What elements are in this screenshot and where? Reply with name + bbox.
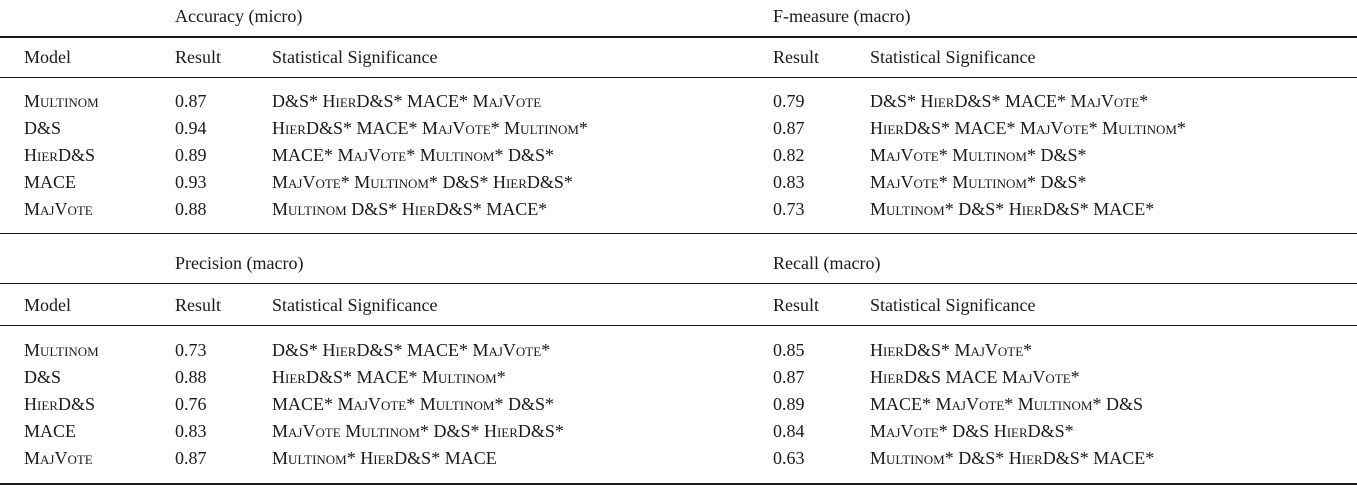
column-header-significance: Statistical Significance [272,47,438,67]
row-significance: MajVote* D&S HierD&S* [870,421,1074,441]
row-result: 0.87 [773,118,805,138]
metric-heading-accuracy: Accuracy (micro) [175,6,303,26]
row-model: D&S [24,118,62,138]
bottom-rule [0,483,1357,485]
row-significance: MajVote* Multinom* D&S* [870,145,1087,165]
column-header-result: Result [773,47,820,67]
metric-heading-fmeasure: F-measure (macro) [773,6,911,26]
row-result: 0.73 [773,199,805,219]
column-header-significance: Statistical Significance [870,295,1036,315]
header-rule [0,77,1357,78]
row-result: 0.87 [773,367,805,387]
row-result: 0.87 [175,448,207,468]
row-result: 0.89 [175,145,207,165]
row-result: 0.89 [773,394,805,414]
row-significance: MACE* MajVote* Multinom* D&S* [272,394,554,414]
column-header-result: Result [175,47,222,67]
top-rule [0,36,1357,38]
row-model: Multinom [24,340,99,360]
row-significance: D&S* HierD&S* MACE* MajVote [272,91,542,111]
row-result: 0.83 [773,172,805,192]
row-result: 0.88 [175,367,207,387]
row-model: HierD&S [24,394,95,414]
row-significance: HierD&S* MACE* Multinom* [272,367,506,387]
column-header-model: Model [24,47,71,67]
row-significance: MajVote* Multinom* D&S* HierD&S* [272,172,573,192]
section-rule [0,233,1357,234]
row-significance: HierD&S MACE MajVote* [870,367,1080,387]
row-model: D&S [24,367,62,387]
row-result: 0.82 [773,145,805,165]
row-significance: Multinom* HierD&S* MACE [272,448,497,468]
row-model: MACE [24,172,77,192]
row-model: MajVote [24,448,93,468]
row-significance: HierD&S* MACE* MajVote* Multinom* [870,118,1186,138]
row-result: 0.85 [773,340,805,360]
row-result: 0.79 [773,91,805,111]
row-result: 0.93 [175,172,207,192]
row-model: HierD&S [24,145,95,165]
row-significance: Multinom D&S* HierD&S* MACE* [272,199,548,219]
row-significance: MajVote* Multinom* D&S* [870,172,1087,192]
row-model: Multinom [24,91,99,111]
column-header-model: Model [24,295,71,315]
row-significance: MACE* MajVote* Multinom* D&S* [272,145,554,165]
column-header-significance: Statistical Significance [272,295,438,315]
row-significance: Multinom* D&S* HierD&S* MACE* [870,199,1155,219]
row-result: 0.84 [773,421,805,441]
row-result: 0.88 [175,199,207,219]
row-result: 0.73 [175,340,207,360]
row-significance: Multinom* D&S* HierD&S* MACE* [870,448,1155,468]
column-header-significance: Statistical Significance [870,47,1036,67]
column-header-result: Result [175,295,222,315]
row-significance: HierD&S* MajVote* [870,340,1033,360]
row-result: 0.87 [175,91,207,111]
row-significance: D&S* HierD&S* MACE* MajVote* [870,91,1149,111]
row-model: MajVote [24,199,93,219]
section-rule [0,283,1357,284]
row-result: 0.94 [175,118,207,138]
row-significance: MACE* MajVote* Multinom* D&S [870,394,1143,414]
row-result: 0.63 [773,448,805,468]
column-header-result: Result [773,295,820,315]
row-significance: D&S* HierD&S* MACE* MajVote* [272,340,551,360]
row-significance: HierD&S* MACE* MajVote* Multinom* [272,118,588,138]
header-rule [0,325,1357,326]
row-model: MACE [24,421,77,441]
metric-heading-precision: Precision (macro) [175,253,304,273]
row-significance: MajVote Multinom* D&S* HierD&S* [272,421,564,441]
metric-heading-recall: Recall (macro) [773,253,881,273]
row-result: 0.76 [175,394,207,414]
row-result: 0.83 [175,421,207,441]
